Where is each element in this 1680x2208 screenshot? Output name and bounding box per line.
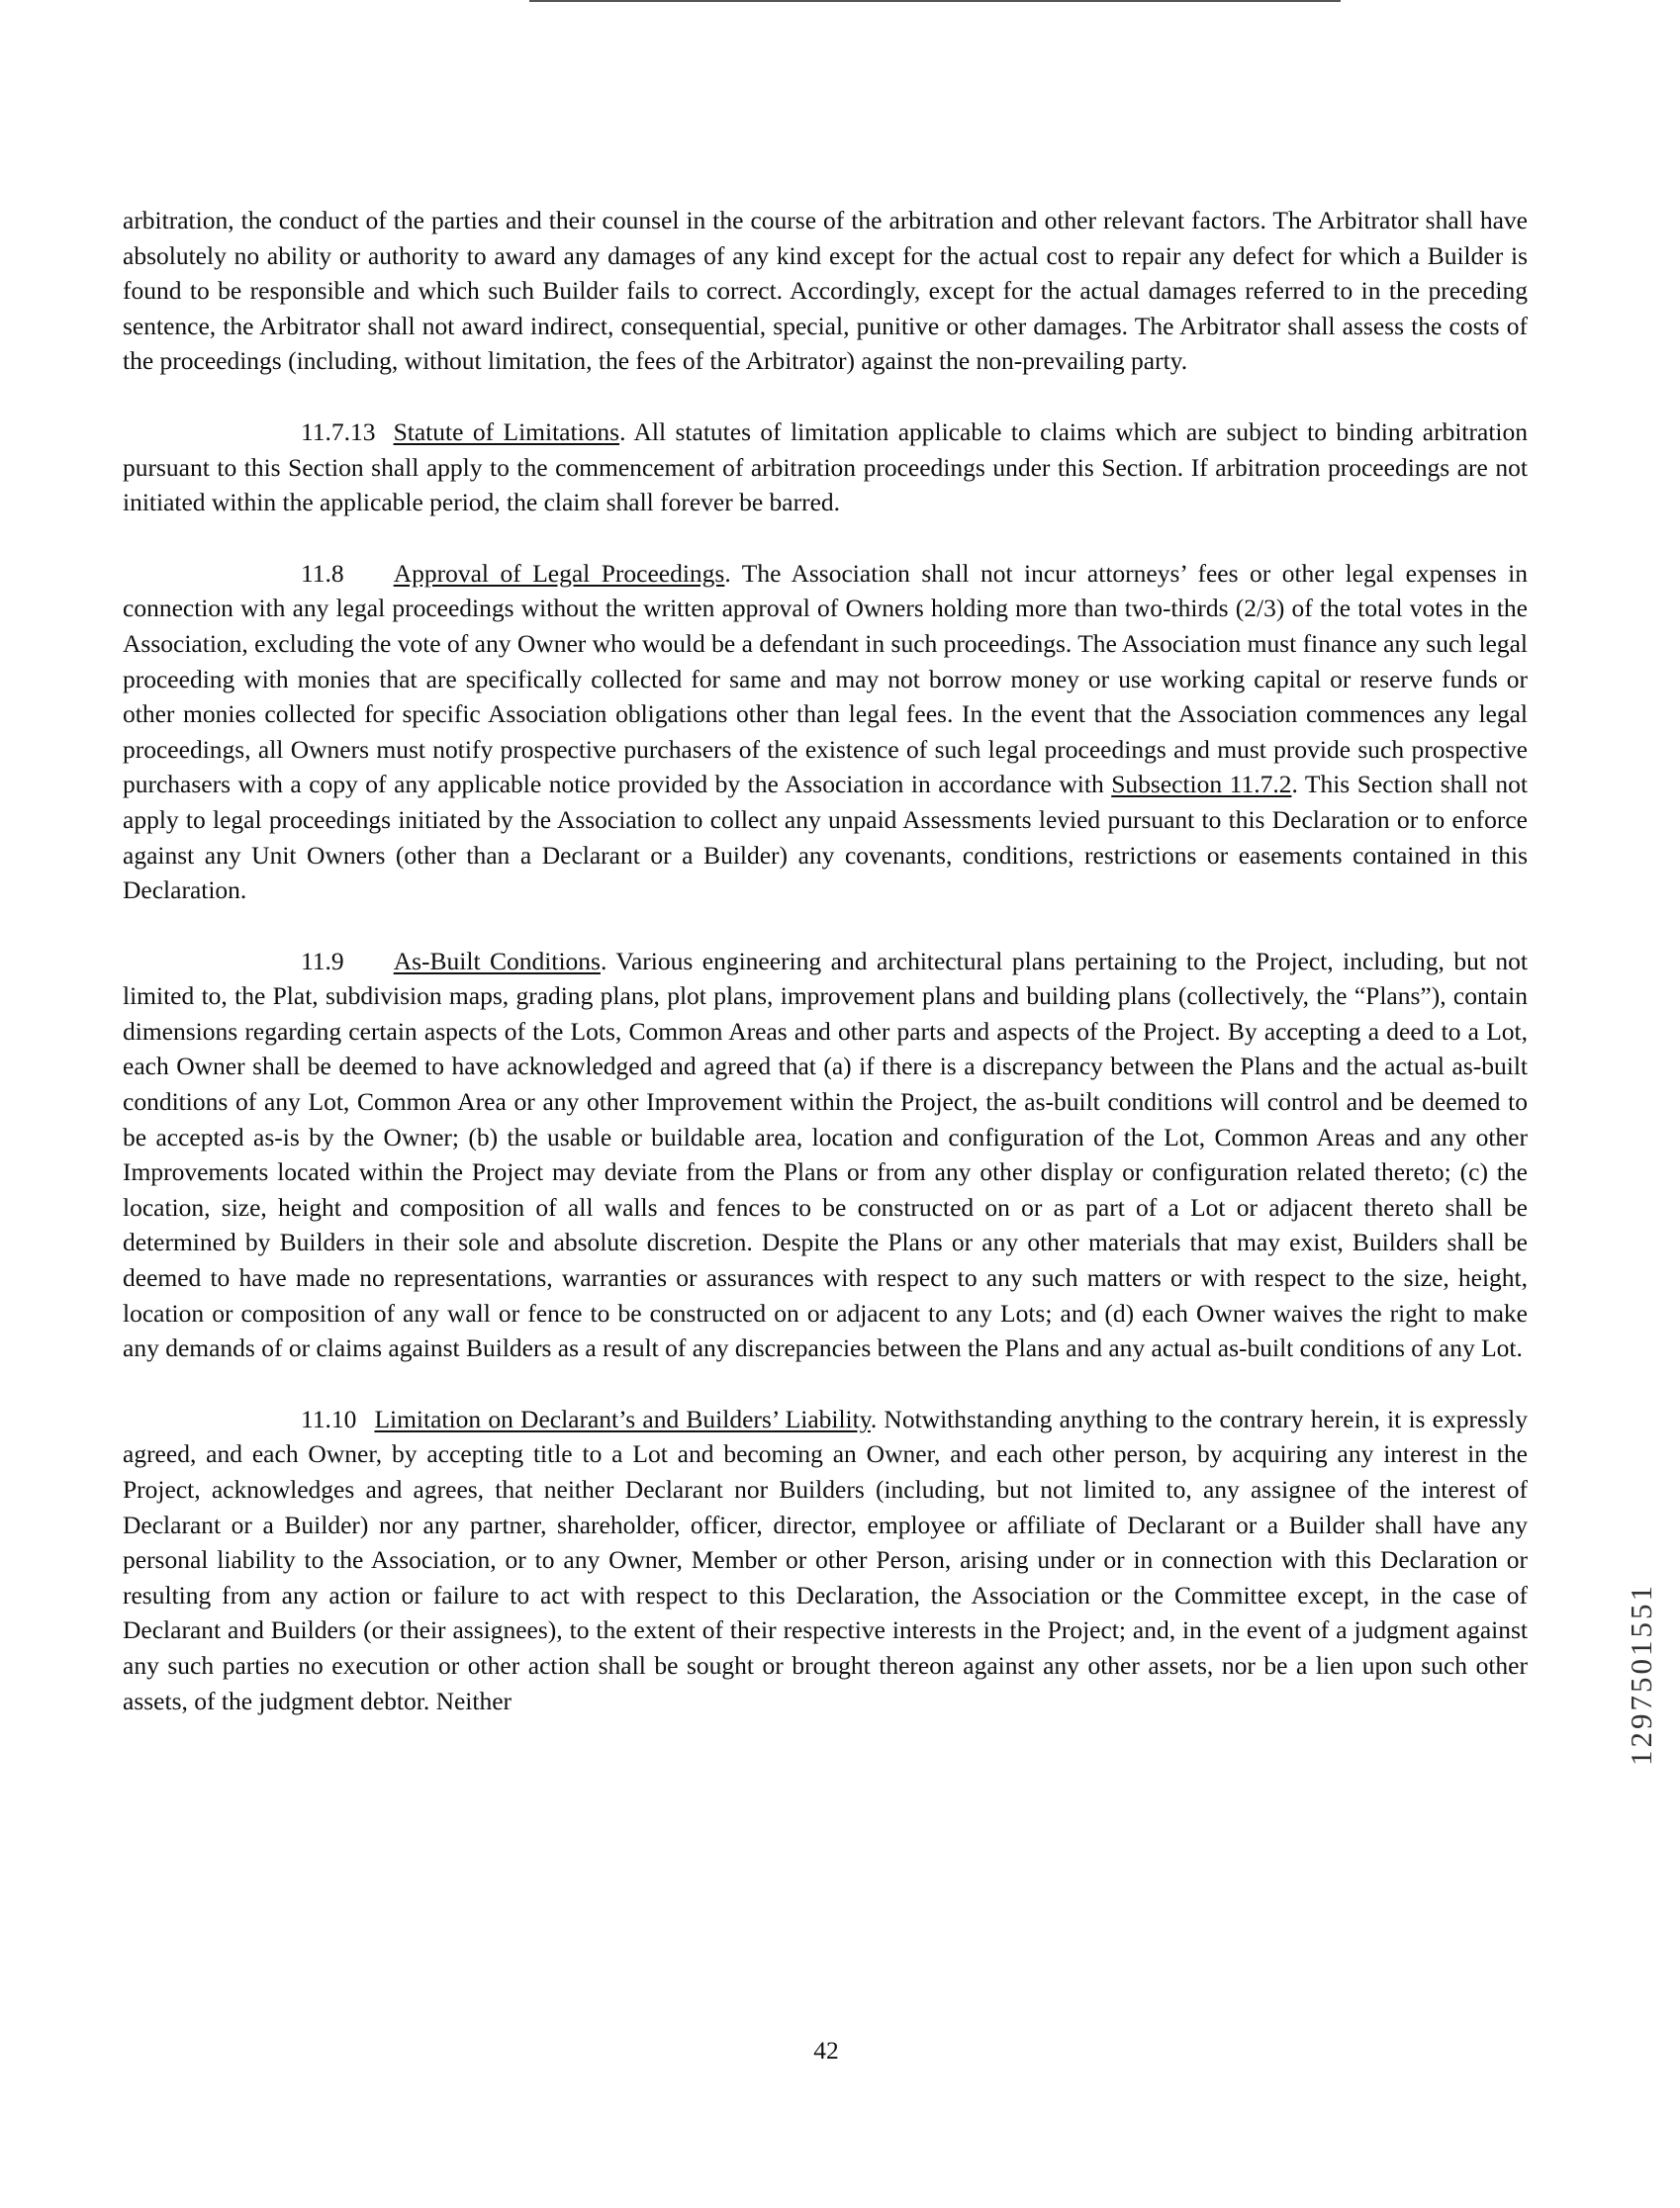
section-text: . Various engineering and architectural plans pertaining to the Project, including, but not limited to, the Plat, subdivision maps, grading plans, plot plans, improvement plans and building plans (collectively, the “Plans”), contain dimensions regarding certain aspects of the Lots, Common Areas and other parts and aspects of the Project. By accepting a deed to a Lot, each Owner shall be deemed to have acknowledged and agreed that (a) if there is a discrepancy between the Plans and the actual as-built conditions of any Lot, Common Area or any other Improvement within the Project, the as-built conditions will control and be deemed to be accepted as-is by the Owner; (b) the usable or buildable area, location and configuration of the Lot, Common Areas and any other Improvements located within the Project may deviate from the Plans or from any other display or configuration related thereto; (c) the location, size, height and composition of all walls and fences to be constructed on or as part of a Lot or adjacent thereto shall be determined by Builders in their sole and absolute discretion. Despite the Plans or any other materials that may exist, Builders shall be deemed to have made no representations, warranties or assurances with respect to any such matters or with respect to the size, height, location or composition of any wall or fence to be constructed on or adjacent to any Lots; and (d) each Owner waives the right to make any demands of or claims against Builders as a result of any discrepancies between the Plans and any actual as-built conditions of any Lot. — [123, 946, 1528, 1363]
paragraph-text: arbitration, the conduct of the parties and their counsel in the course of the arbitration and other relevant factors. The Arbitrator shall have absolutely no ability or authority to award any damages of any kind except for the actual cost to repair any defect for which a Builder is found to be responsible and which such Builder fails to correct. Accordingly, except for the actual damages referred to in the preceding sentence, the Arbitrator shall not award indirect, consequential, special, punitive or other damages. The Arbitrator shall assess the costs of the proceedings (including, without limitation, the fees of the Arbitrator) against the non-prevailing party. — [123, 206, 1528, 376]
section-heading: As-Built Conditions — [393, 946, 601, 975]
subsection-reference: Subsection 11.7.2 — [1111, 770, 1292, 799]
paragraph-arbitration-continued — [123, 203, 1528, 379]
top-edge-rule — [529, 0, 1341, 2]
section-number: 11.8 — [301, 558, 344, 588]
section-text-part-a: . The Association shall not incur attorneys’ fees or other legal expenses in connection with any legal proceedings without the written approval of Owners holding more than two-thirds (2/3) of the total votes in the Association, excluding the vote of any Owner who would be a defendant in such proceedings. The Association must finance any such legal proceeding with monies that are specifically collected for same and may not borrow money or use working capital or reserve funds or other monies collected for specific Association obligations other than legal fees. In the event that the Association commences any legal proceedings, all Owners must notify prospective purchasers of the existence of such legal proceedings and must provide such prospective purchasers with a copy of any applicable notice provided by the Association in accordance with — [123, 558, 1528, 799]
document-body — [123, 203, 1528, 1718]
section-11-8 — [123, 556, 1528, 908]
section-number: 11.9 — [301, 946, 344, 975]
section-11-10 — [123, 1402, 1528, 1718]
section-11-7-13 — [123, 414, 1528, 520]
section-number: 11.7.13 — [301, 416, 376, 446]
page-number: 42 — [813, 2036, 839, 2065]
section-text: . All statutes of limitation applicable to claims which are subject to binding arbitration pursuant to this Section shall apply to the commencement of arbitration proceedings under this Section. If arbitration proceedings are not initiated within the applicable period, the claim shall forever be barred. — [123, 416, 1528, 517]
section-number: 11.10 — [301, 1404, 357, 1433]
section-heading: Statute of Limitations — [393, 416, 620, 446]
section-text: . Notwithstanding anything to the contrary herein, it is expressly agreed, and each Owner, by accepting title to a Lot and becoming an Owner, and each other person, by acquiring any interest in the Project, acknowledges and agrees, that neither Declarant nor Builders (including, but not limited to, any assignee of the interest of Declarant or a Builder) nor any partner, shareholder, officer, director, employee or affiliate of Declarant or a Builder shall have any personal liability to the Association, or to any Owner, Member or other Person, arising under or in connection with this Declaration or resulting from any action or failure to act with respect to this Declaration, the Association or the Committee except, in the case of Declarant and Builders (or their assignees), to the extent of their respective interests in the Project; and, in the event of a judgment against any such parties no execution or other action shall be sought or brought thereon against any other assets, nor be a lien upon such other assets, of the judgment debtor. Neither — [123, 1404, 1528, 1715]
section-text-part-b: . This Section shall not apply to legal proceedings initiated by the Association to collect any unpaid Assessments levied pursuant to this Declaration or to enforce against any Unit Owners (other than a Declarant or a Builder) any covenants, conditions, restrictions or easements contained in this Declaration. — [123, 770, 1529, 905]
section-heading: Approval of Legal Proceedings — [393, 558, 725, 588]
section-11-9 — [123, 944, 1528, 1366]
recording-number-stamp: 1297501551 — [1624, 1583, 1658, 1766]
section-heading: Limitation on Declarant’s and Builders’ Liability — [374, 1404, 871, 1433]
